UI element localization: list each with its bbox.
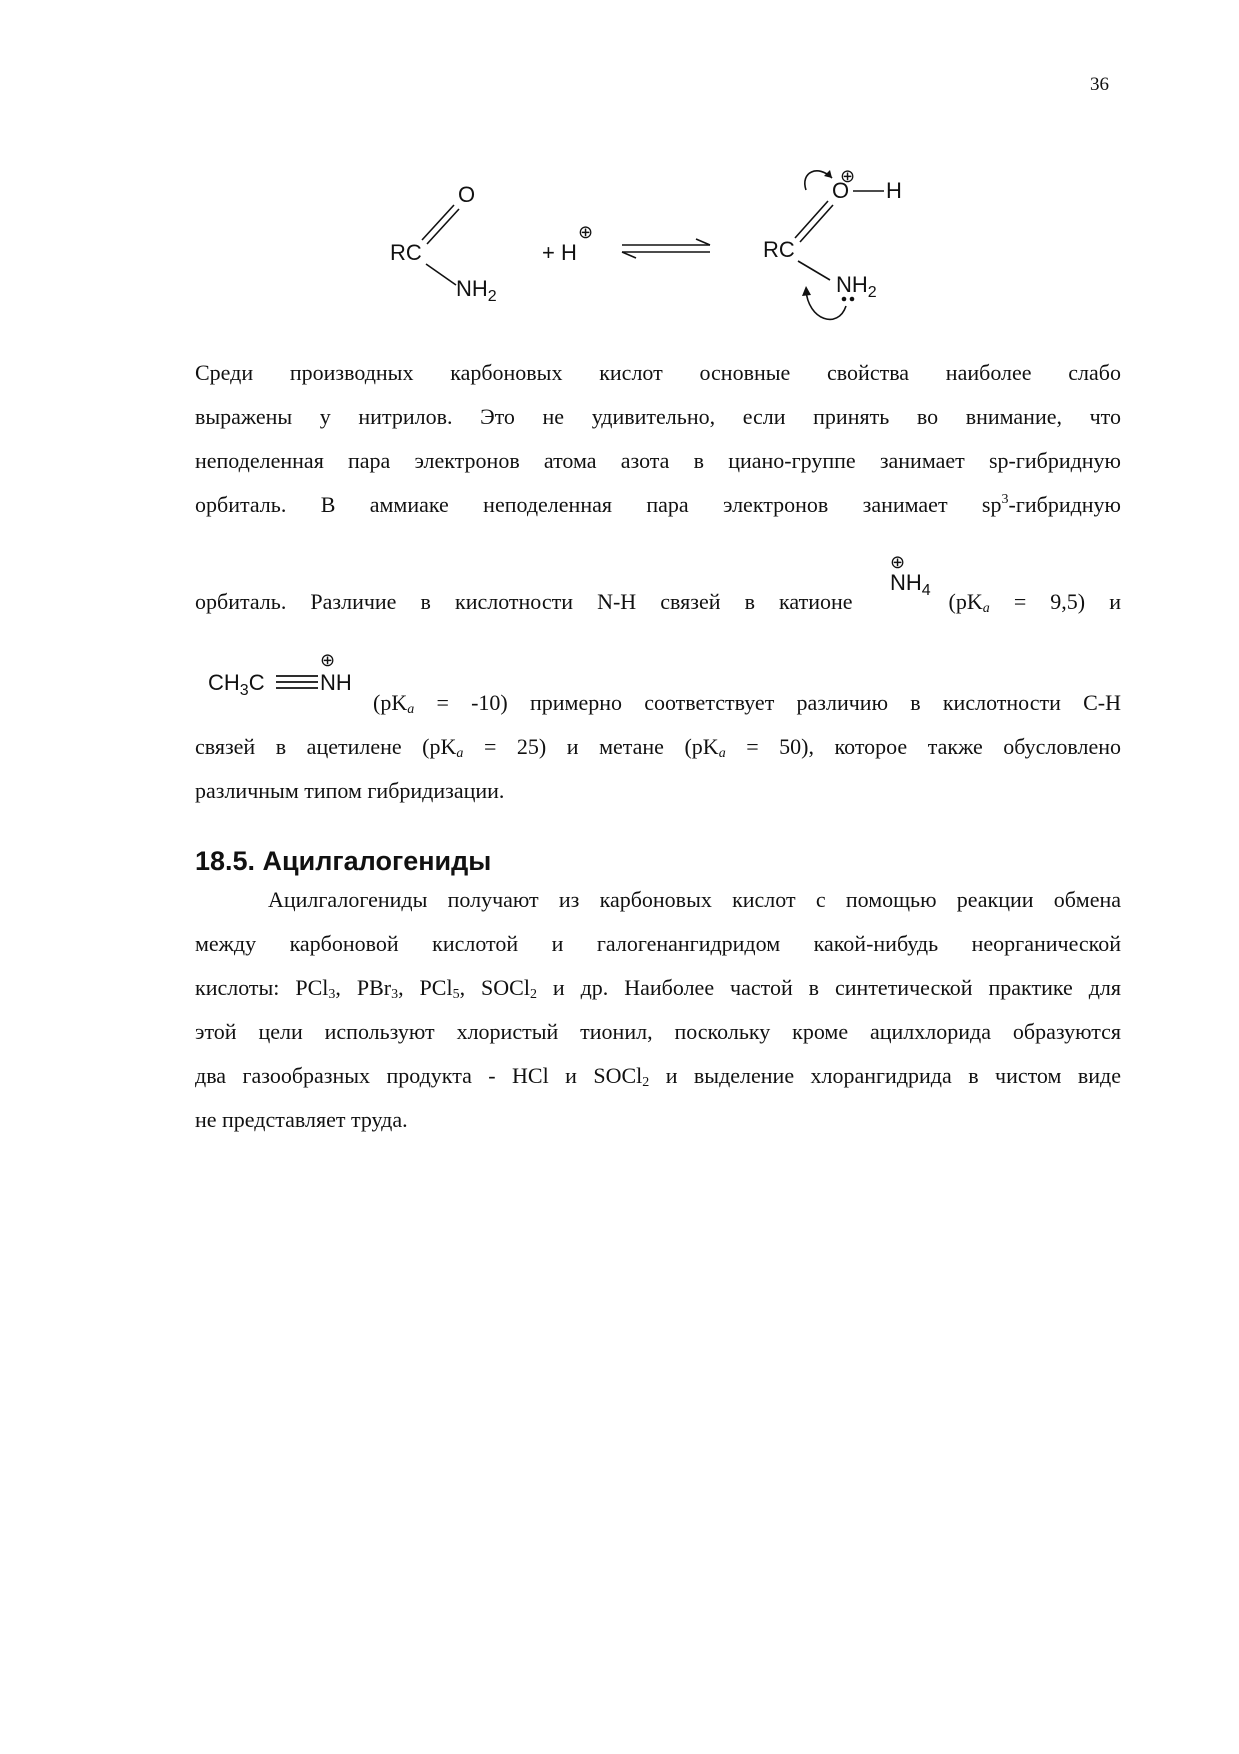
- p2-line4: этой цели используют хлористый тионил, поскольку кроме ацилхлорида образуются: [195, 1019, 1121, 1044]
- p1-line3: неподеленная пара электронов атома азота в циано-группе занимает sp-гибридную: [195, 448, 1121, 473]
- page-number: 36: [1090, 74, 1109, 95]
- nitrilium-ch3: $CH_3C$: [208, 670, 265, 699]
- nitrilium-svg: [208, 646, 368, 702]
- p2-line2: между карбоновой кислотой и галогенангидридом какой-нибудь неорганической: [195, 931, 1121, 956]
- p2-line3: кислоты: PCl$_3$, PBr$_3$, PCl$_5$, SOCl$_2$ и др. Наиболее частой в синтетической практике для: [195, 975, 1121, 1002]
- product-oxygen-charge: ⊕: [840, 166, 856, 186]
- product-double-bond-1: [795, 201, 828, 238]
- p1-line2: выражены у нитрилов. Это не удивительно, если принять во внимание, что: [195, 404, 1121, 429]
- reactant-amine: $NH_2$: [456, 276, 497, 305]
- p2-line6: не представляет труда.: [195, 1107, 408, 1132]
- ammonium-structure: [888, 548, 948, 596]
- p2-line5: два газообразных продукта - HCl и SOCl$_2$ и выделение хлорангидрида в чистом виде: [195, 1063, 1121, 1090]
- reactant-double-bond-2: [427, 209, 459, 244]
- plus-proton: + H: [542, 240, 577, 265]
- p1-line7: связей в ацетилене $(pK_a = 25)$ и метане $(pK_a = 50)$, которое также обусловлено: [195, 734, 1121, 761]
- p1-line6: $(pK_a = -10)$ примерно соответствует различию в кислотности C-H: [373, 690, 1121, 717]
- curved-arrow-bottom-head: [802, 286, 811, 296]
- reactant-single-bond: [426, 264, 456, 285]
- nitrilium-nh: NH: [320, 670, 352, 695]
- nitrilium-structure: [208, 646, 368, 702]
- nitrilium-charge: ⊕: [320, 650, 336, 670]
- ammonium-label: $NH_4$: [890, 570, 931, 596]
- ammonium-svg: [888, 548, 948, 596]
- proton-charge: ⊕: [578, 222, 594, 242]
- equilibrium-arrow-forward-head: [696, 239, 710, 245]
- product-hydrogen: H: [886, 178, 902, 203]
- equilibrium-arrow-back-head: [622, 252, 636, 258]
- reactant-oxygen: O: [458, 182, 476, 207]
- product-carbon: RC: [763, 237, 795, 262]
- lone-pair-dot-2: [850, 297, 855, 302]
- reaction-scheme-svg: [370, 160, 930, 335]
- reaction-scheme: [370, 160, 930, 335]
- lone-pair-dot-1: [842, 297, 847, 302]
- product-amine: $NH_2$: [836, 272, 877, 301]
- reactant-double-bond-1: [422, 205, 454, 240]
- p2-line1: Ацилгалогениды получают из карбоновых кислот с помощью реакции обмена: [268, 887, 1121, 912]
- product-single-bond: [798, 261, 830, 280]
- p1-line1: Среди производных карбоновых кислот основные свойства наиболее слабо: [195, 360, 1121, 385]
- product-double-bond-2: [800, 205, 833, 242]
- curved-arrow-top-head: [824, 170, 832, 178]
- p1-line8: различным типом гибридизации.: [195, 778, 505, 803]
- section-heading: 18.5. Ацилгалогениды: [195, 846, 492, 876]
- reactant-carbon: RC: [390, 240, 422, 265]
- product-oxygen: O: [832, 178, 850, 203]
- p1-line5: орбиталь. Различие в кислотности N-H связей в катионе $(pK_a = 9,5)$ и: [195, 589, 1121, 616]
- p1-line4: орбиталь. В аммиаке неподеленная пара электронов занимает $sp^3$-гибридную: [195, 492, 1121, 517]
- ammonium-charge: ⊕: [890, 552, 906, 572]
